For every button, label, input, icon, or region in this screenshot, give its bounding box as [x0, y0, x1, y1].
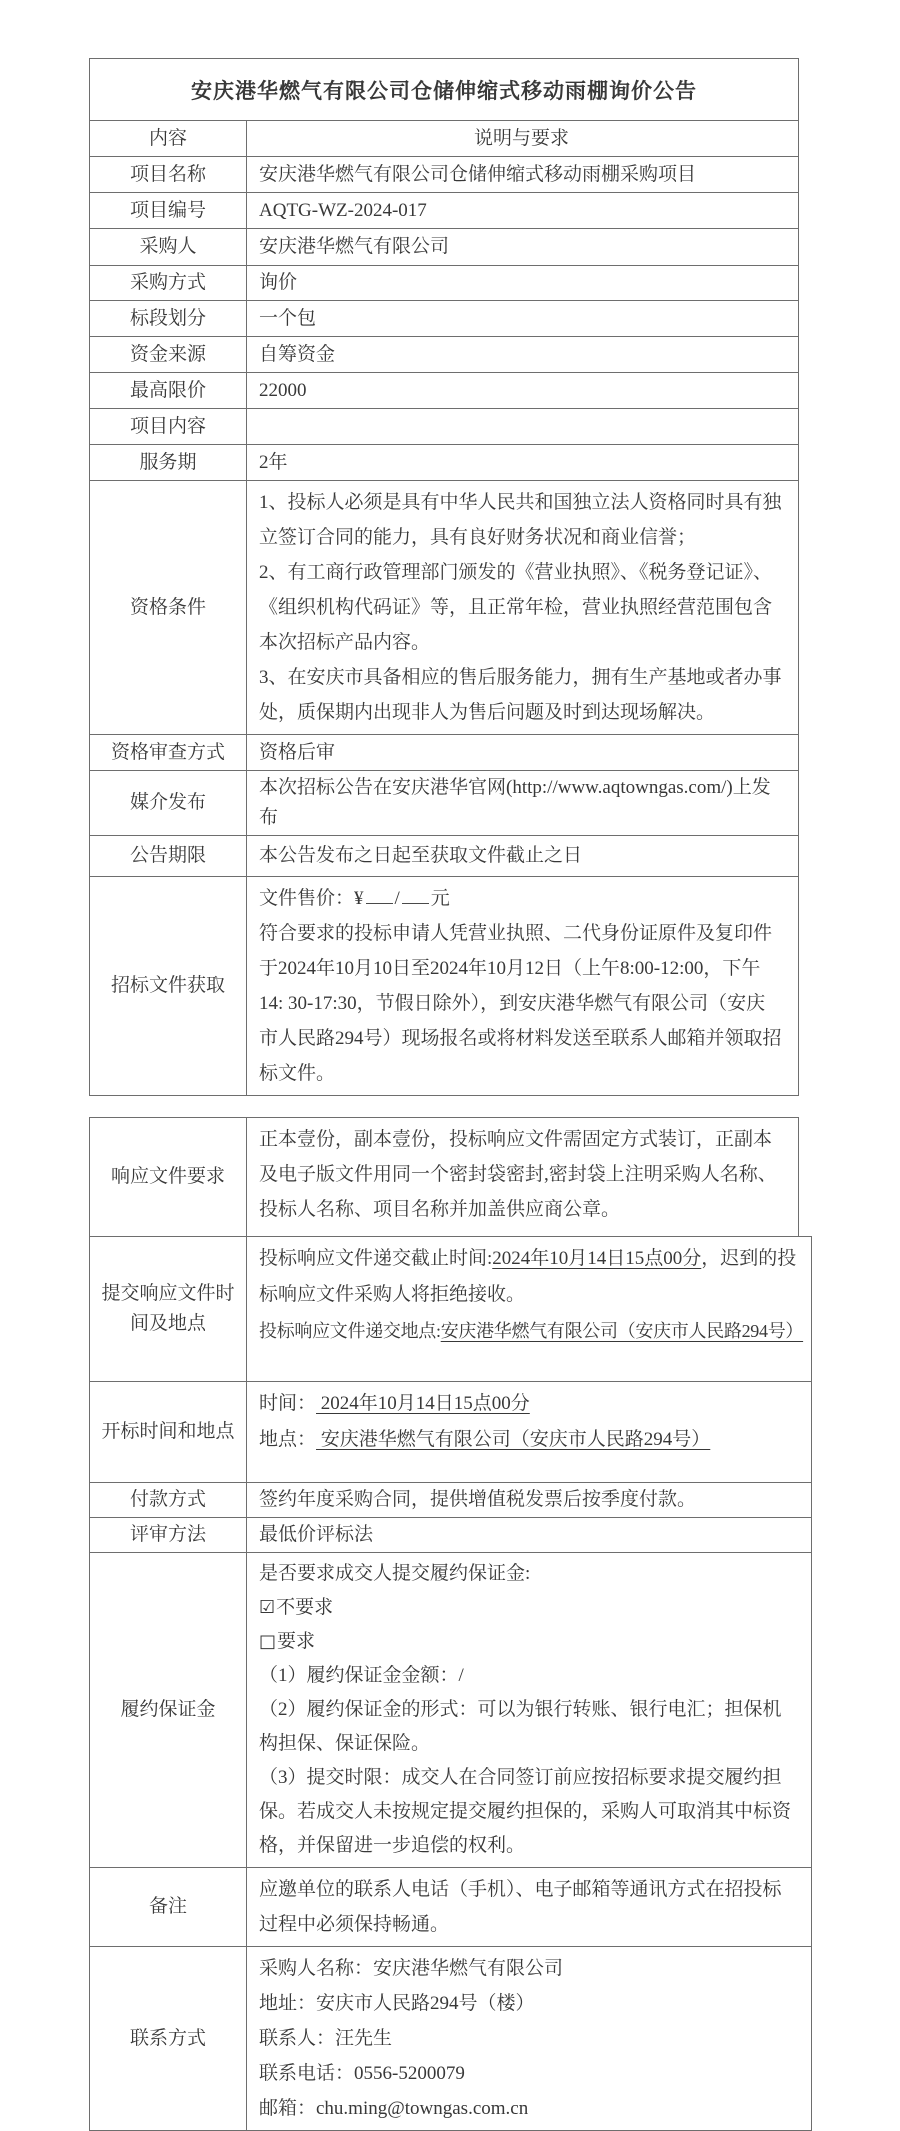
- row-qualification-review: [90, 734, 798, 770]
- remark-text: 应邀单位的联系人电话（手机）、电子邮箱等通讯方式在招投标过程中必须保持畅通。: [259, 1879, 782, 1935]
- row-label: 媒介发布: [90, 771, 247, 835]
- place-prefix: 投标响应文件递交地点:: [259, 1321, 441, 1341]
- row-value: [247, 877, 798, 1095]
- row-project-content: [90, 408, 798, 444]
- row-label: 采购人: [90, 229, 247, 265]
- document-obtaining-body: 符合要求的投标申请人凭营业执照、二代身份证原件及复印件于2024年10月10日至2024年10月12日（上午8:00-12:00，下午14: 30-17:30，节假日除外），到安庆港华燃气有限公司（安庆市人民路294号）现场报名或将材料发送至联系人邮箱并领取招标文件。: [259, 923, 782, 1084]
- row-lot-division: [90, 300, 798, 336]
- row-label: 备注: [90, 1868, 247, 1946]
- row-value: 本次招标公告在安庆港华官网(http://www.aqtowngas.com/)上发布: [259, 777, 771, 828]
- row-value: 资格后审: [259, 741, 336, 763]
- submission-place-line: [259, 1313, 804, 1349]
- row-notice-period: [90, 835, 798, 876]
- opening-time-label: 时间：: [259, 1393, 317, 1414]
- row-value: 自筹资金: [259, 343, 336, 365]
- price-unit: 元: [430, 888, 450, 909]
- document-price-line: [259, 881, 784, 916]
- row-media-publication: [90, 770, 798, 835]
- qualification-item: 3、在安庆市具备相应的售后服务能力，拥有生产基地或者办事处，质保期内出现非人为售后问题及时到达现场解决。: [259, 667, 782, 723]
- opening-time-value: 2024年10月14日15点00分: [316, 1393, 530, 1414]
- opening-time-line: [259, 1386, 797, 1422]
- submission-deadline-line: [259, 1241, 797, 1313]
- row-project-number: [90, 192, 798, 228]
- row-performance-bond: [90, 1552, 811, 1867]
- row-funding-source: [90, 336, 798, 372]
- row-value: 安庆港华燃气有限公司: [259, 236, 450, 257]
- row-procurement-method: [90, 265, 798, 300]
- row-label: 评审方法: [90, 1518, 247, 1552]
- row-label: 履约保证金: [90, 1553, 247, 1867]
- bond-option-yes-label: 要求: [277, 1631, 316, 1652]
- row-label: 资金来源: [90, 337, 247, 372]
- row-label: 最高限价: [90, 373, 247, 408]
- notice-table-2-bottom: [89, 1236, 812, 2131]
- row-value: 安庆港华燃气有限公司仓储伸缩式移动雨棚采购项目: [259, 163, 697, 185]
- title-row: [90, 59, 798, 120]
- bond-option-yes: [259, 1625, 797, 1659]
- deadline-value: 2024年10月14日15点00分: [492, 1248, 702, 1269]
- price-slash: /: [394, 888, 400, 909]
- response-requirements-text: 正本壹份，副本壹份，投标响应文件需固定方式装订，正副本及电子版文件用同一个密封袋密封,密封袋上注明采购人名称、投标人名称、项目名称并加盖供应商公章。: [259, 1129, 777, 1220]
- row-value: 签约年度采购合同，提供增值税发票后按季度付款。: [259, 1489, 697, 1510]
- checkbox-checked-icon: ☑: [259, 1597, 276, 1618]
- bond-item: （1）履约保证金金额：/: [259, 1665, 464, 1686]
- row-label: 资格条件: [90, 481, 247, 734]
- row-label: 开标时间和地点: [90, 1382, 247, 1482]
- row-payment-method: [90, 1482, 811, 1517]
- row-value: [247, 1553, 811, 1867]
- row-label: 提交响应文件时间及地点: [90, 1237, 247, 1381]
- bond-item: （2）履约保证金的形式：可以为银行转账、银行电汇；担保机构担保、保证保险。: [259, 1699, 782, 1754]
- row-value: 本公告发布之日起至获取文件截止之日: [259, 845, 583, 866]
- row-evaluation-method: [90, 1517, 811, 1552]
- bond-intro: 是否要求成交人提交履约保证金:: [259, 1563, 531, 1584]
- table-header-row: [90, 120, 798, 156]
- contact-person: 联系人：汪先生: [259, 2028, 393, 2049]
- row-value: 2年: [259, 451, 288, 473]
- opening-place-label: 地点：: [259, 1429, 317, 1450]
- row-value: 一个包: [259, 307, 317, 329]
- row-value: AQTG-WZ-2024-017: [259, 199, 427, 221]
- row-max-price: [90, 372, 798, 408]
- row-value: [247, 1947, 811, 2130]
- row-label: 采购方式: [90, 266, 247, 300]
- header-label: 内容: [90, 121, 247, 156]
- bond-option-no: [259, 1591, 797, 1625]
- row-label: 响应文件要求: [90, 1118, 247, 1236]
- row-value: [247, 1118, 798, 1236]
- deadline-suffix: ，迟到的投标响应文件采购人将拒绝接收。: [259, 1248, 797, 1305]
- row-contact-info: [90, 1946, 811, 2130]
- contact-email: 邮箱：chu.ming@towngas.com.cn: [259, 2098, 529, 2119]
- bond-item: （3）提交时限：成交人在合同签订前应按招标要求提交履约担保。若成交人未按规定提交履约担保的，采购人可取消其中标资格，并保留进一步追偿的权利。: [259, 1767, 792, 1856]
- opening-place-line: [259, 1422, 797, 1458]
- row-label: 付款方式: [90, 1483, 247, 1517]
- row-value: [247, 1237, 811, 1381]
- bond-option-no-label: 不要求: [276, 1597, 334, 1618]
- row-qualification: [90, 480, 798, 734]
- row-value: [247, 1868, 811, 1946]
- table-gap: [89, 1096, 900, 1117]
- checkbox-unchecked-icon: □: [259, 1631, 277, 1652]
- row-label: 联系方式: [90, 1947, 247, 2130]
- blank-underline: [366, 884, 393, 904]
- row-label: 标段划分: [90, 301, 247, 336]
- page-title: 安庆港华燃气有限公司仓储伸缩式移动雨棚询价公告: [191, 78, 697, 103]
- notice-table-1: [89, 58, 799, 1096]
- row-submission-time-place: [90, 1237, 811, 1381]
- deadline-prefix: 投标响应文件递交截止时间:: [259, 1248, 493, 1269]
- row-opening-time-place: [90, 1381, 811, 1482]
- row-document-obtaining: [90, 876, 798, 1095]
- row-value: 最低价评标法: [259, 1524, 374, 1545]
- notice-table-2-top: [89, 1117, 799, 1236]
- row-label: 项目名称: [90, 157, 247, 192]
- row-purchaser: [90, 228, 798, 265]
- row-value: [247, 481, 798, 734]
- row-value: [247, 409, 798, 444]
- row-label: 招标文件获取: [90, 877, 247, 1095]
- row-label: 项目内容: [90, 409, 247, 444]
- qualification-item: 2、有工商行政管理部门颁发的《营业执照》、《税务登记证》、《组织机构代码证》等，且正常年检，营业执照经营范围包含本次招标产品内容。: [259, 562, 773, 653]
- row-service-period: [90, 444, 798, 480]
- contact-address: 地址：安庆市人民路294号（楼）: [259, 1993, 535, 2014]
- contact-purchaser-name: 采购人名称：安庆港华燃气有限公司: [259, 1958, 564, 1979]
- price-label: 文件售价：¥: [259, 888, 364, 909]
- header-value: 说明与要求: [473, 127, 569, 149]
- contact-phone: 联系电话：0556-5200079: [259, 2063, 465, 2084]
- qualification-item: 1、投标人必须是具有中华人民共和国独立法人资格同时具有独立签订合同的能力，具有良好财务状况和商业信誉；: [259, 492, 782, 548]
- row-remark: [90, 1867, 811, 1946]
- row-label: 公告期限: [90, 836, 247, 876]
- row-value: 询价: [259, 272, 298, 293]
- row-project-name: [90, 156, 798, 192]
- row-value: 22000: [259, 379, 307, 401]
- row-label: 项目编号: [90, 193, 247, 228]
- opening-place-value: 安庆港华燃气有限公司（安庆市人民路294号）: [316, 1429, 711, 1450]
- row-label: 资格审查方式: [90, 735, 247, 770]
- row-value: [247, 1382, 811, 1482]
- blank-underline: [402, 884, 429, 904]
- place-value: 安庆港华燃气有限公司（安庆市人民路294号）: [440, 1321, 804, 1341]
- row-label: 服务期: [90, 445, 247, 480]
- row-response-requirements: [90, 1118, 798, 1236]
